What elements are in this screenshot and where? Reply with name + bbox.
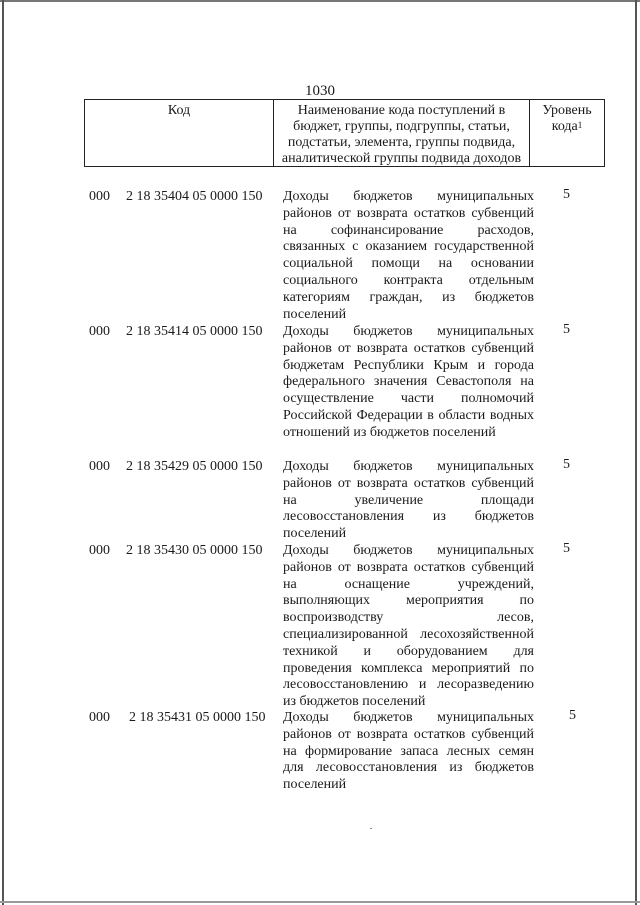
row-description: Доходы бюджетов муниципальных районов от возврата остатков субвенций на увеличение площади лесовосстановления из бюджетов поселений [283,459,534,542]
scan-edge-bottom [0,901,640,903]
row-prefix: 000 [89,459,110,474]
row-code: 2 18 35404 05 0000 150 [126,189,263,204]
row-code: 2 18 35429 05 0000 150 [126,459,263,474]
row-level: 5 [563,541,570,556]
scan-edge-top [0,0,640,2]
row-description: Доходы бюджетов муниципальных районов от возврата остатков субвенций на формирование запаса лесных семян для лесовосстановления из бюджетов поселений [283,710,534,793]
row-level: 5 [563,457,570,472]
row-code: 2 18 35431 05 0000 150 [129,710,266,725]
row-level: 5 [563,322,570,337]
scan-edge-right [635,0,637,905]
row-description: Доходы бюджетов муниципальных районов от возврата остатков субвенций бюджетам Республики Крым и города федерального значения Севастополя на осуществление части полномочий Российской Федерации в области водных отношений из бюджетов поселений [283,324,534,440]
row-description: Доходы бюджетов муниципальных районов от возврата остатков субвенций на оснащение учреждений, выполняющих мероприятия по воспроизводству лесов, специализированной лесохозяйственной техникой и оборудованием для проведения комплекса мероприятий по лесовосстановлению и лесоразведению из бюджетов поселений [283,543,534,710]
scan-edge-left [2,0,4,905]
row-prefix: 000 [89,324,110,339]
row-level: 5 [563,187,570,202]
header-level-footnote: 1 [577,120,583,130]
row-code: 2 18 35414 05 0000 150 [126,324,263,339]
header-level-label: Уровень кода [542,103,592,134]
header-level-column [530,100,604,166]
row-prefix: 000 [89,189,110,204]
row-level: 5 [569,708,576,723]
scan-speck [370,828,372,829]
header-code-column: Код [85,100,274,166]
page-number: 1030 [305,83,335,99]
row-prefix: 000 [89,710,110,725]
row-description: Доходы бюджетов муниципальных районов от возврата остатков субвенций на софинансирование расходов, связанных с оказанием государственной социальной помощи на основании социального контракта отдельным категориям граждан, из бюджетов поселений [283,189,534,322]
header-name-column: Наименование кода поступлений в бюджет, группы, подгруппы, статьи, подстатьи, элемента, группы подвида, аналитической группы подвида доходов [274,100,530,166]
row-code: 2 18 35430 05 0000 150 [126,543,263,558]
row-prefix: 000 [89,543,110,558]
table-header [84,99,605,167]
